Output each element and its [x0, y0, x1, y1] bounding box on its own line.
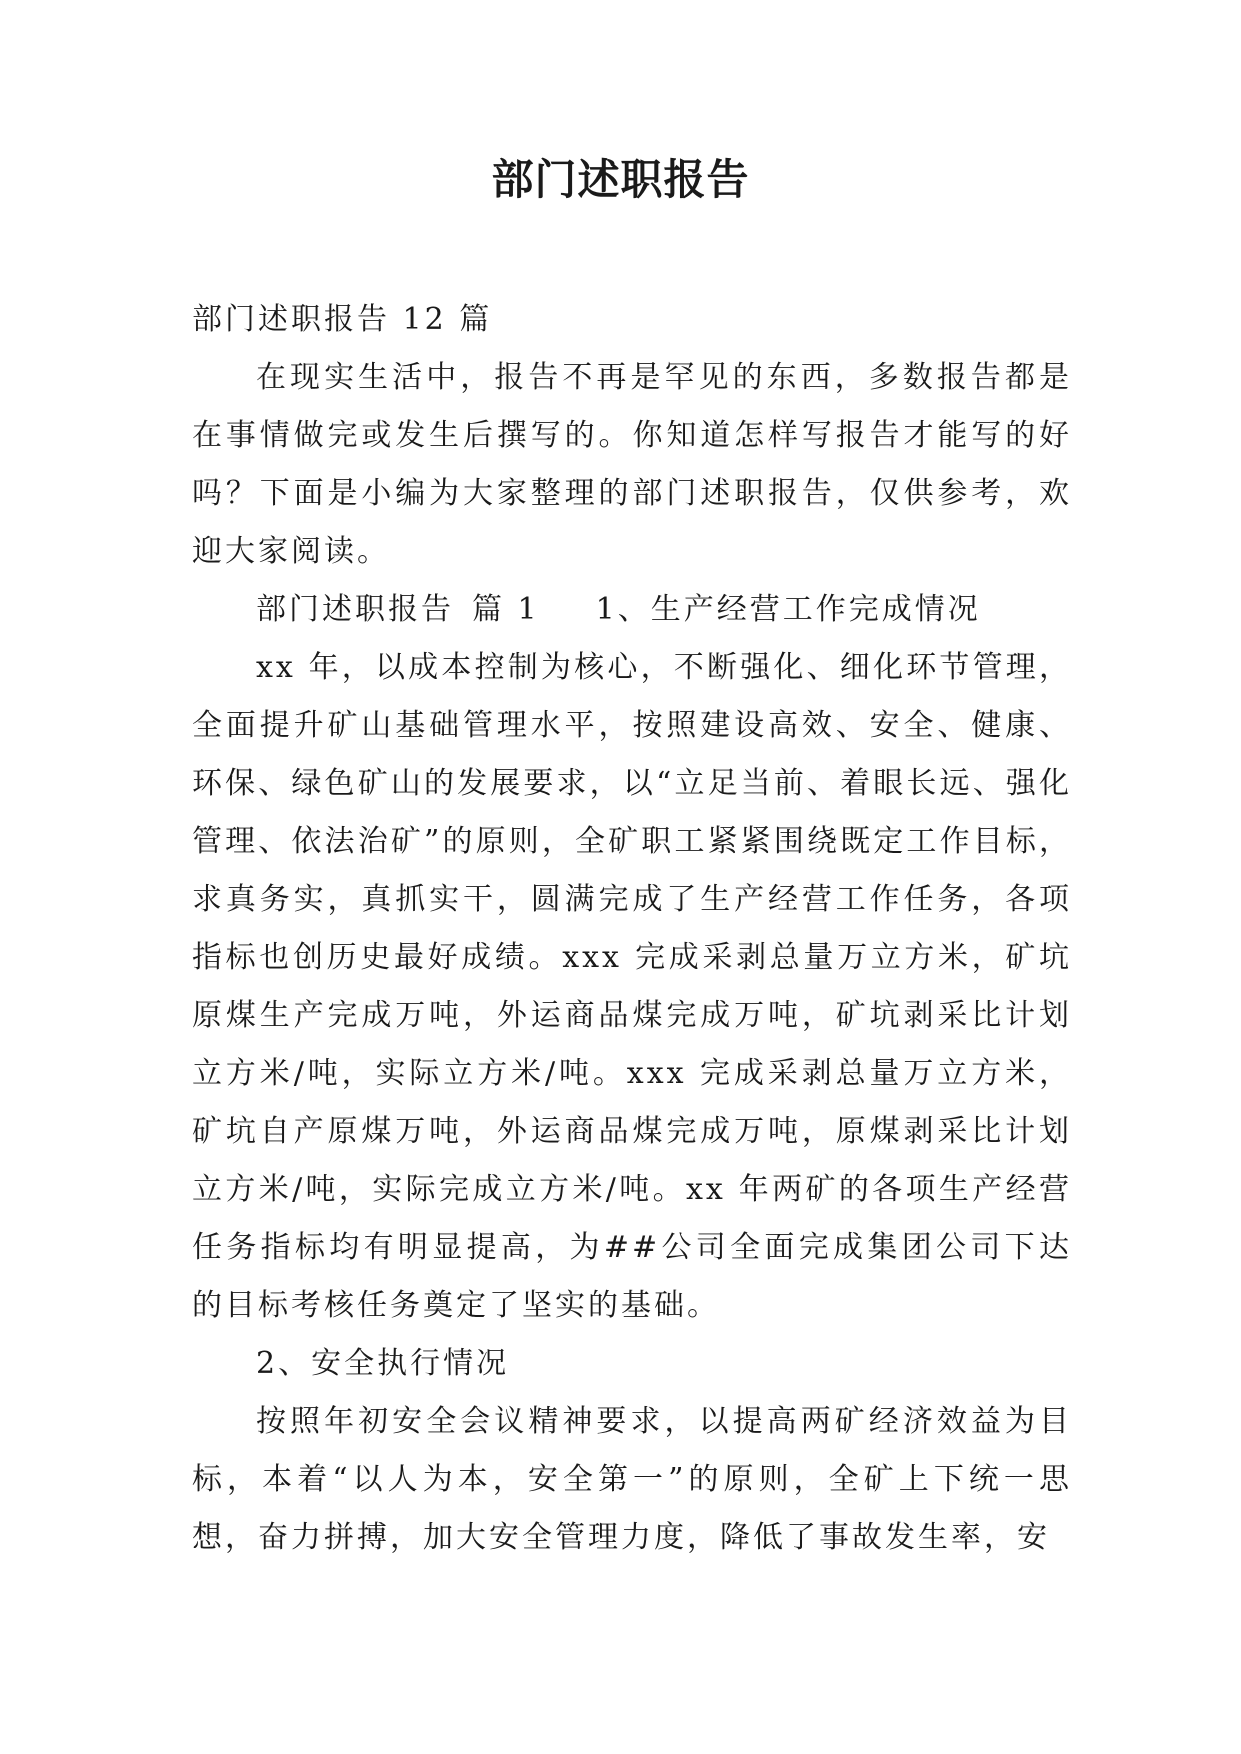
- section1-heading-line: [192, 581, 1072, 639]
- section1-paragraph: xx 年，以成本控制为核心，不断强化、细化环节管理，全面提升矿山基础管理水平，按照建设高效、安全、健康、环保、绿色矿山的发展要求，以“立足当前、着眼长远、强化管理、依法治矿”的原则，全矿职工紧紧围绕既定工作目标，求真务实，真抓实干，圆满完成了生产经营工作任务，各项指标也创历史最好成绩。xxx 完成采剥总量万立方米，矿坑原煤生产完成万吨，外运商品煤完成万吨，矿坑剥采比计划立方米/吨，实际立方米/吨。xxx 完成采剥总量万立方米，矿坑自产原煤万吨，外运商品煤完成万吨，原煤剥采比计划立方米/吨，实际完成立方米/吨。xx 年两矿的各项生产经营任务指标均有明显提高，为##公司全面完成集团公司下达的目标考核任务奠定了坚实的基础。: [192, 650, 1072, 1323]
- document-body: [192, 291, 1072, 1567]
- section1-label: 部门述职报告: [256, 592, 454, 627]
- intro-paragraph: 在现实生活中，报告不再是罕见的东西，多数报告都是在事情做完或发生后撰写的。你知道怎样写报告才能写的好吗？下面是小编为大家整理的部门述职报告，仅供参考，欢迎大家阅读。: [192, 360, 1072, 569]
- section2-paragraph: 按照年初安全会议精神要求，以提高两矿经济效益为目标，本着“以人为本，安全第一”的原则，全矿上下统一思想，奋力拼搏，加大安全管理力度，降低了事故发生率，安: [192, 1404, 1072, 1555]
- document-subtitle: 部门述职报告 12 篇: [192, 302, 493, 337]
- section2-heading: 2、安全执行情况: [256, 1346, 510, 1381]
- section1-number: 篇 1: [472, 592, 540, 627]
- document-title: 部门述职报告: [491, 155, 750, 204]
- section1-heading: 1、生产经营工作完成情况: [595, 592, 981, 627]
